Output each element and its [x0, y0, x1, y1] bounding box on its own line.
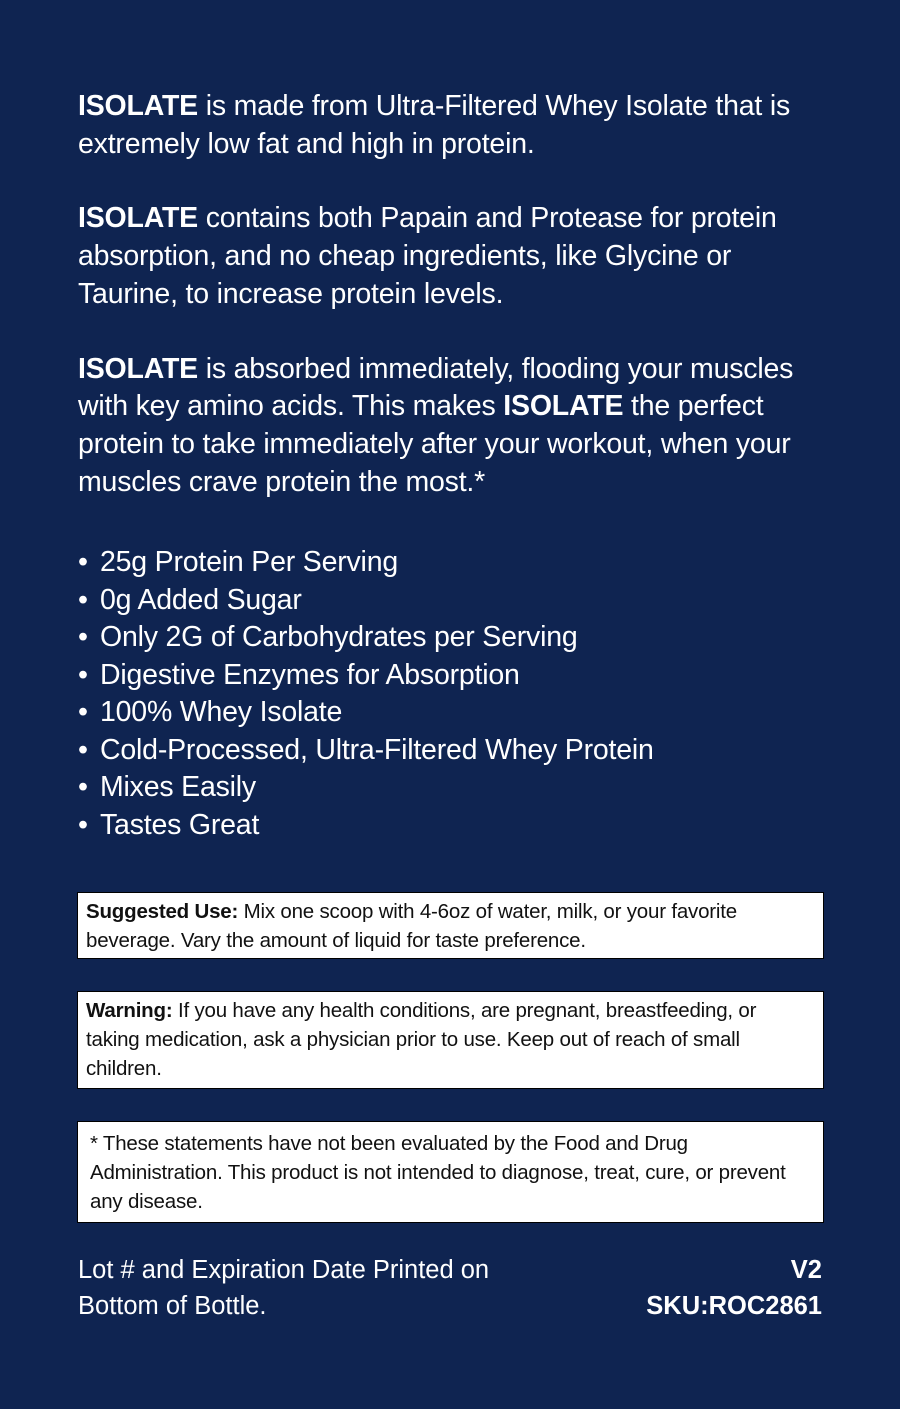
- warning-text: If you have any health conditions, are pregnant, breastfeeding, or taking medication, ask a physician prior to use. Keep out of reach of small children.: [86, 999, 757, 1080]
- bullet-icon: •: [78, 658, 88, 691]
- suggested-use-box: [77, 892, 824, 959]
- enzymes-paragraph: [78, 200, 838, 313]
- lot-expiration-note: [78, 1252, 578, 1324]
- label-content: [78, 88, 838, 844]
- brand-name: ISOLATE: [78, 202, 198, 235]
- list-item: • 0g Added Sugar: [78, 582, 838, 620]
- suggested-use-text: Mix one scoop with 4-6oz of water, milk, or your favorite beverage. Vary the amount of liquid for taste preference.: [86, 900, 737, 952]
- list-item: • Mixes Easily: [78, 769, 838, 807]
- brand-name: ISOLATE: [78, 352, 198, 385]
- suggested-use-label: Suggested Use:: [86, 900, 239, 923]
- brand-name: ISOLATE: [503, 390, 624, 423]
- bullet-icon: •: [78, 621, 88, 654]
- list-item: • Only 2G of Carbohydrates per Serving: [78, 619, 838, 657]
- bullet-icon: •: [78, 733, 88, 766]
- paragraph-text: is made from Ultra-Filtered Whey Isolate that is extremely low fat and high in protein.: [78, 90, 791, 160]
- fda-disclaimer-text: * These statements have not been evaluated by the Food and Drug Administration. This product is not intended to diagnose, treat, cure, or prevent any disease.: [90, 1132, 786, 1213]
- warning-box: [77, 991, 824, 1089]
- warning-label: Warning:: [86, 999, 173, 1022]
- lot-line-1: Lot # and Expiration Date Printed on: [78, 1256, 490, 1284]
- sku-code: SKU:ROC2861: [646, 1292, 822, 1320]
- list-item: • Tastes Great: [78, 807, 838, 845]
- list-item: • 25g Protein Per Serving: [78, 544, 838, 582]
- list-item: • Cold-Processed, Ultra-Filtered Whey Protein: [78, 732, 838, 770]
- bullet-icon: •: [78, 583, 88, 616]
- list-item: • 100% Whey Isolate: [78, 694, 838, 732]
- lot-line-2: Bottom of Bottle.: [78, 1292, 267, 1320]
- brand-name: ISOLATE: [78, 90, 198, 122]
- bullet-icon: •: [78, 771, 88, 804]
- paragraph-text: contains both Papain and Protease for protein absorption, and no cheap ingredients, like Glycine or Taurine, to increase protein levels.: [78, 202, 777, 310]
- product-codes: [646, 1252, 822, 1324]
- feature-list: [78, 544, 838, 844]
- fda-disclaimer-box: [77, 1121, 824, 1223]
- bullet-icon: •: [78, 546, 88, 579]
- bullet-icon: •: [78, 808, 88, 841]
- bullet-icon: •: [78, 696, 88, 729]
- absorption-paragraph: [78, 351, 838, 502]
- intro-paragraph: [78, 88, 838, 163]
- list-item: • Digestive Enzymes for Absorption: [78, 657, 838, 695]
- paragraph-text: the perfect protein to take immediately after your workout, when your muscles crave protein the most.*: [78, 390, 791, 498]
- paragraph-text: is absorbed immediately, flooding your muscles with key amino acids. This makes: [78, 352, 794, 423]
- version-code: V2: [790, 1256, 822, 1284]
